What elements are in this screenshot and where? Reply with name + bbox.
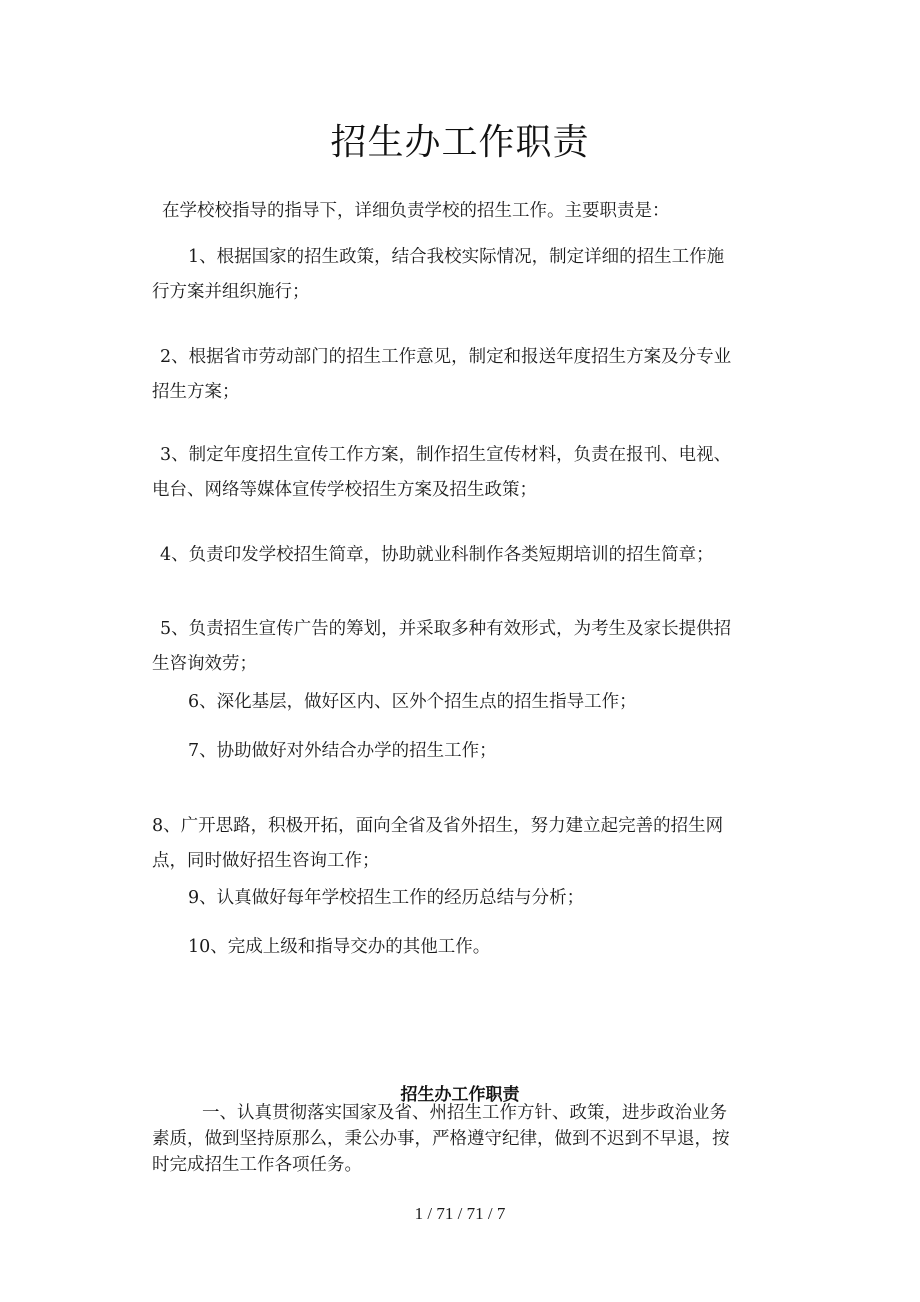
intro-text: 在学校校指导的指导下，详细负责学校的招生工作。主要职责是： — [162, 201, 670, 221]
duty-item-4: 4、负责印发学校招生简章，协助就业科制作各类短期培训的招生简章； — [160, 545, 714, 565]
duty-item-3-line-1: 3、制定年度招生宣传工作方案，制作招生宣传材料，负责在报刊、电视、 — [160, 445, 732, 465]
page-number: 1 / 71 / 71 / 7 — [414, 1204, 506, 1223]
duty-item-8-line-1: 8、广开思路，积极开拓，面向全省及省外招生，努力建立起完善的招生网 — [152, 816, 724, 836]
section-2-line-2: 素质，做到坚持原那么，秉公办事，严格遵守纪律，做到不迟到不早退，按 — [152, 1129, 730, 1149]
duty-item-3-line-2: 电台、网络等媒体宣传学校招生方案及招生政策； — [152, 480, 537, 500]
duty-item-6: 6、深化基层，做好区内、区外个招生点的招生指导工作； — [188, 692, 637, 712]
section-2-body — [152, 1100, 730, 1178]
section-2-line-1: 一、认真贯彻落实国家及省、州招生工作方针、政策，进步政治业务 — [202, 1103, 727, 1123]
section-2-line-3: 时完成招生工作各项任务。 — [152, 1155, 362, 1175]
duty-item-7: 7、协助做好对外结合办学的招生工作； — [188, 741, 497, 761]
duty-item-5-line-2: 生咨询效劳； — [152, 654, 257, 674]
duty-item-8-line-2: 点，同时做好招生咨询工作； — [152, 851, 380, 871]
duty-item-2 — [152, 340, 731, 410]
page-title: 招生办工作职责 — [330, 122, 590, 163]
section-2-title: 招生办工作职责 — [400, 1085, 520, 1105]
duty-item-8 — [152, 809, 723, 879]
duty-item-5-line-1: 5、负责招生宣传广告的筹划，并采取多种有效形式，为考生及家长提供招 — [160, 619, 732, 639]
duty-item-2-line-2: 招生方案； — [152, 382, 240, 402]
duty-item-1 — [152, 240, 724, 310]
duty-item-1-line-2: 行方案并组织施行； — [152, 282, 310, 302]
duty-item-5 — [152, 612, 731, 682]
duty-item-1-line-1: 1、根据国家的招生政策，结合我校实际情况，制定详细的招生工作施 — [188, 247, 725, 267]
duty-item-9: 9、认真做好每年学校招生工作的经历总结与分析； — [188, 888, 585, 908]
duty-item-2-line-1: 2、根据省市劳动部门的招生工作意见，制定和报送年度招生方案及分专业 — [160, 347, 732, 367]
duty-item-3 — [152, 438, 731, 508]
duty-item-10: 10、完成上级和指导交办的其他工作。 — [188, 937, 491, 957]
